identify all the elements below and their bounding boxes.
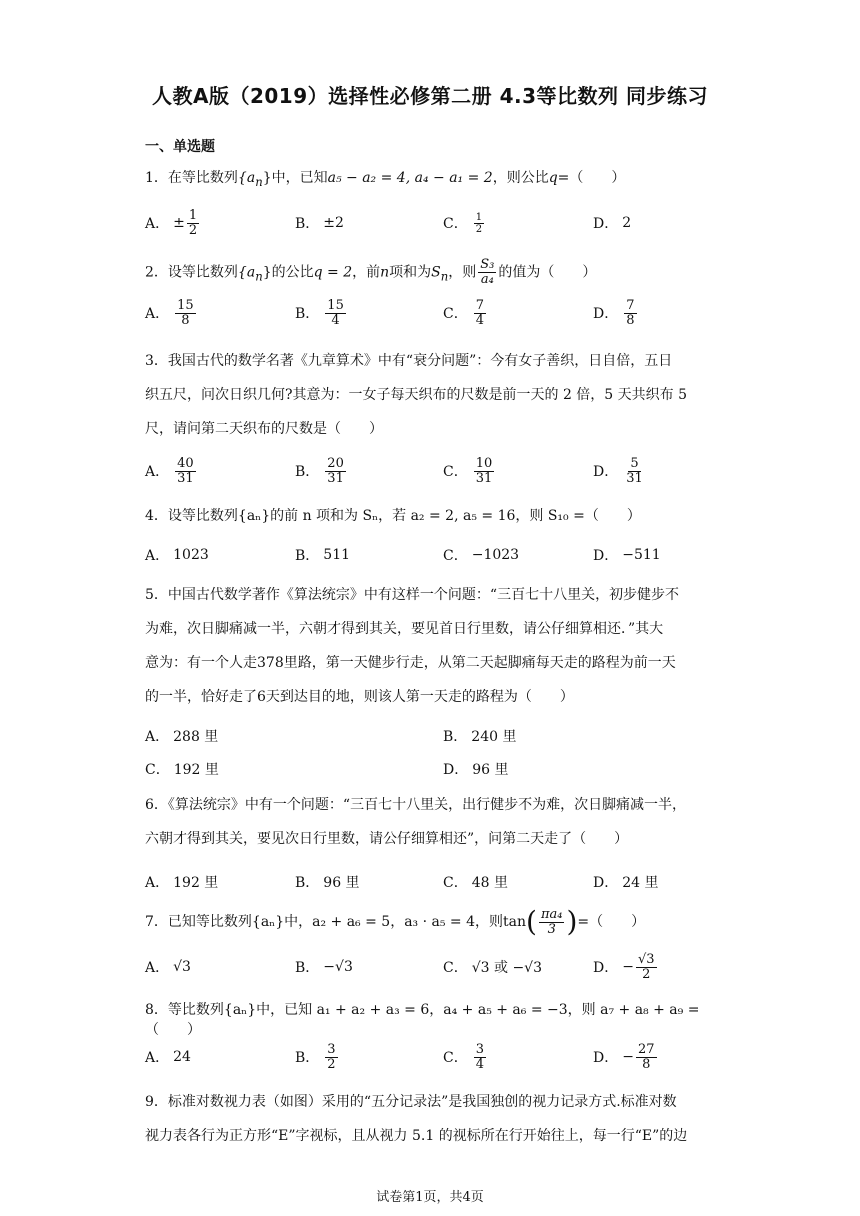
question-6 (145, 788, 715, 856)
fraction (325, 1043, 337, 1072)
question-2 (145, 258, 715, 287)
question-text: =（ ） (557, 170, 626, 186)
fraction (624, 299, 636, 328)
option-label: A． (145, 1050, 170, 1066)
numerator: 15 (177, 297, 194, 313)
option-label: D． (593, 548, 619, 564)
denominator: 3 (547, 921, 556, 937)
option-label: A． (145, 960, 170, 976)
option-c[interactable] (443, 952, 542, 982)
option-text: 192 里 (173, 875, 219, 891)
option-a[interactable] (145, 540, 209, 570)
option-d[interactable] (593, 867, 659, 897)
option-label: B． (295, 875, 320, 891)
variable: q (548, 170, 558, 186)
option-a[interactable] (145, 867, 218, 897)
denominator: 2 (475, 223, 483, 235)
option-b[interactable] (295, 952, 353, 982)
option-d[interactable] (593, 208, 631, 238)
subscript: n (255, 174, 263, 189)
tan-label: tan (503, 914, 527, 930)
question-line: 尺，请问第二天织布的尺数是（ ） (145, 421, 383, 437)
question-4: 4．设等比数列{aₙ}的前 n 项和为 Sₙ，若 a₂ = 2, a₅ = 16，则 S₁₀ =（ ） (145, 508, 641, 524)
option-c[interactable] (443, 298, 488, 328)
numerator: 3 (475, 1041, 484, 1057)
fraction (187, 209, 199, 238)
option-label: D． (593, 1050, 619, 1066)
option-text: −511 (622, 547, 661, 563)
option-text: 24 里 (622, 875, 659, 891)
subscript: n (255, 269, 263, 284)
page-title: 人教A版（2019）选择性必修第二册 4.3等比数列 同步练习 (152, 84, 708, 108)
brace: } (262, 170, 272, 186)
option-text: 48 里 (471, 875, 508, 891)
option-text: −√3 (323, 959, 353, 975)
option-label: C． (443, 960, 468, 976)
question-text: 的公比 (271, 264, 314, 281)
fraction (636, 953, 657, 982)
options-5b (145, 754, 715, 784)
option-text: 511 (323, 547, 351, 563)
option-label: A． (145, 875, 170, 891)
option-label: C． (145, 762, 170, 778)
option-text: 240 里 (471, 729, 517, 745)
numerator: 20 (327, 455, 344, 471)
fraction (474, 299, 486, 328)
option-text: 24 (173, 1049, 191, 1065)
question-text: =（ ） (577, 914, 646, 930)
question-1 (145, 168, 715, 192)
numerator: 40 (177, 455, 194, 471)
fraction (539, 908, 565, 937)
denominator: 8 (181, 312, 190, 328)
option-label: D． (593, 216, 619, 232)
question-line: 的一半，恰好走了6天到达目的地，则该人第一天走的路程为（ ） (145, 689, 574, 705)
option-label: B． (295, 1050, 320, 1066)
option-prefix: − (622, 959, 634, 975)
denominator: 4 (331, 312, 340, 328)
option-text: 2 (622, 215, 632, 231)
numerator: πa₄ (540, 906, 563, 922)
option-text: −1023 (471, 547, 520, 563)
denominator: 31 (475, 470, 493, 486)
question-3 (145, 344, 715, 446)
option-c[interactable] (443, 867, 508, 897)
numerator: 10 (475, 455, 493, 471)
numerator: 7 (626, 297, 635, 313)
fraction (478, 258, 496, 287)
option-d[interactable] (593, 298, 639, 328)
options-5a (145, 721, 715, 751)
question-text: 1．在等比数列 (145, 170, 238, 186)
section-heading: 一、单选题 (145, 139, 215, 155)
question-text: ，则公比 (492, 170, 549, 186)
denominator: 8 (626, 312, 635, 328)
question-text: 7．已知等比数列{aₙ}中，a₂ + a₆ = 5，a₃ · a₅ = 4，则 (145, 914, 504, 930)
option-label: A． (145, 464, 170, 480)
fraction (175, 457, 196, 486)
option-b[interactable] (295, 298, 348, 328)
brace: } (262, 264, 272, 281)
option-c[interactable] (443, 456, 496, 486)
denominator: 8 (642, 1056, 651, 1072)
fraction (636, 1043, 657, 1072)
option-c[interactable] (443, 208, 486, 238)
option-a[interactable] (145, 208, 201, 238)
options-1 (145, 208, 715, 238)
denominator: a₄ (480, 272, 494, 287)
sum-symbol: S (431, 264, 441, 281)
option-text: √3 或 −√3 (471, 960, 543, 976)
option-label: D． (443, 762, 469, 778)
options-4 (145, 540, 715, 570)
fraction (325, 299, 346, 328)
condition: a₅ − a₂ = 4, a₄ − a₁ = 2 (327, 170, 493, 186)
numerator: √3 (637, 951, 655, 967)
option-a[interactable] (145, 721, 218, 751)
option-label: D． (593, 306, 619, 322)
tan-expression (503, 905, 578, 938)
option-label: B． (443, 729, 468, 745)
option-label: D． (593, 875, 619, 891)
option-text: 96 里 (323, 875, 360, 891)
fraction (325, 457, 346, 486)
question-line: 5．中国古代数学著作《算法统宗》中有这样一个问题：“三百七十八里关，初步健步不 (145, 587, 680, 603)
option-a[interactable] (145, 298, 198, 328)
numerator: 7 (475, 297, 484, 313)
question-line: 3．我国古代的数学名著《九章算术》中有“衰分问题”：今有女子善织，日自倍，五日 (145, 353, 673, 369)
left-paren: ( (526, 905, 537, 938)
question-text: 项和为 (389, 264, 432, 281)
option-d[interactable] (443, 754, 509, 784)
option-label: C． (443, 548, 468, 564)
option-label: C． (443, 216, 468, 232)
question-text: 中，已知 (271, 170, 328, 186)
option-a[interactable] (145, 952, 191, 982)
option-label: B． (295, 960, 320, 976)
option-d[interactable] (593, 1042, 659, 1072)
question-line: 9．标准对数视力表（如图）采用的“五分记录法”是我国独创的视力记录方式.标准对数 (145, 1094, 677, 1110)
option-label: D． (593, 464, 619, 480)
numerator: 27 (637, 1041, 655, 1057)
option-prefix: − (622, 1049, 634, 1065)
option-label: A． (145, 216, 170, 232)
sequence: {a (237, 264, 256, 281)
option-c[interactable] (145, 754, 219, 784)
option-b[interactable] (295, 208, 344, 238)
denominator: 4 (475, 1056, 484, 1072)
question-text: ，则 (448, 264, 477, 281)
option-text: 1023 (173, 547, 209, 563)
option-d[interactable] (593, 456, 647, 486)
option-text: 192 里 (173, 762, 219, 778)
sequence: {a (237, 170, 256, 186)
numerator: S₃ (480, 257, 495, 272)
option-text: 96 里 (472, 762, 509, 778)
fraction (474, 457, 495, 486)
option-label: B． (295, 306, 320, 322)
option-text: √3 (173, 959, 191, 975)
denominator: 2 (642, 966, 651, 982)
option-label: B． (295, 216, 320, 232)
question-line: 意为：有一个人走378里路，第一天健步行走，从第二天起脚痛每天走的路程为前一天 (145, 655, 676, 671)
question-text: 的值为（ ） (498, 264, 597, 281)
option-label: A． (145, 306, 170, 322)
question-line: 视力表各行为正方形“E”字视标，且从视力 5.1 的视标所在行开始往上，每一行“E”的边 (145, 1128, 688, 1144)
denominator: 4 (475, 312, 484, 328)
question-line: 六朝才得到其关，要见次日行里数，请公仔细算相还”，问第二天走了（ ） (145, 831, 629, 847)
option-label: C． (443, 875, 468, 891)
option-a[interactable] (145, 456, 198, 486)
option-c[interactable] (443, 540, 519, 570)
question-8: 8．等比数列{aₙ}中，已知 a₁ + a₂ + a₃ = 6，a₄ + a₅ + a₆ = −3，则 a₇ + a₈ + a₉ =（ ） (145, 1002, 700, 1038)
question-line: 6．《算法统宗》中有一个问题：“三百七十八里关，出行健步不为难，次日脚痛减一半， (145, 797, 687, 813)
option-label: C． (443, 306, 468, 322)
option-a[interactable] (145, 1042, 191, 1072)
option-label: B． (295, 464, 320, 480)
option-b[interactable] (295, 867, 360, 897)
question-line: 为难，次日脚痛减一半，六朝才得到其关，要见首日行里数，请公仔细算相还．”其大 (145, 621, 664, 637)
question-line: 织五尺，问次日织几何?其意为：一女子每天织布的尺数是前一天的 2 倍，5 天共织布 5 (145, 387, 688, 403)
option-text: ±2 (323, 215, 344, 231)
question-7 (145, 902, 715, 942)
fraction (624, 457, 645, 486)
options-2 (145, 298, 715, 328)
page-footer: 试卷第1页，共4页 (376, 1190, 484, 1205)
numerator: 3 (327, 1041, 336, 1057)
option-label: C． (443, 1050, 468, 1066)
option-d[interactable] (593, 952, 659, 982)
options-8 (145, 1042, 715, 1072)
options-6 (145, 867, 715, 897)
fraction (474, 1043, 486, 1072)
fraction (175, 299, 196, 328)
variable: n (380, 264, 390, 281)
options-7 (145, 952, 715, 982)
option-b[interactable] (295, 456, 348, 486)
option-b[interactable] (443, 721, 516, 751)
numerator: 15 (327, 297, 344, 313)
option-label: A． (145, 729, 170, 745)
option-prefix: ± (173, 215, 185, 231)
option-c[interactable] (443, 1042, 488, 1072)
condition: q = 2 (313, 264, 353, 281)
question-text: 2．设等比数列 (145, 264, 238, 281)
denominator: 31 (327, 470, 344, 486)
numerator: 1 (188, 207, 198, 223)
right-paren: ) (566, 905, 578, 938)
subscript: n (440, 269, 449, 284)
question-9 (145, 1085, 715, 1153)
option-label: D． (593, 960, 619, 976)
question-text: ，前 (352, 264, 381, 281)
option-label: C． (443, 464, 468, 480)
options-3 (145, 456, 715, 486)
option-label: A． (145, 548, 170, 564)
denominator: 2 (327, 1056, 336, 1072)
denominator: 31 (626, 470, 643, 486)
fraction (474, 212, 484, 235)
denominator: 31 (177, 470, 194, 486)
option-b[interactable] (295, 1042, 340, 1072)
denominator: 2 (188, 222, 198, 238)
option-d[interactable] (593, 540, 661, 570)
question-5 (145, 578, 715, 714)
numerator: 1 (475, 211, 483, 223)
option-text: 288 里 (173, 729, 219, 745)
option-b[interactable] (295, 540, 350, 570)
numerator: 5 (630, 455, 639, 471)
option-label: B． (295, 548, 320, 564)
